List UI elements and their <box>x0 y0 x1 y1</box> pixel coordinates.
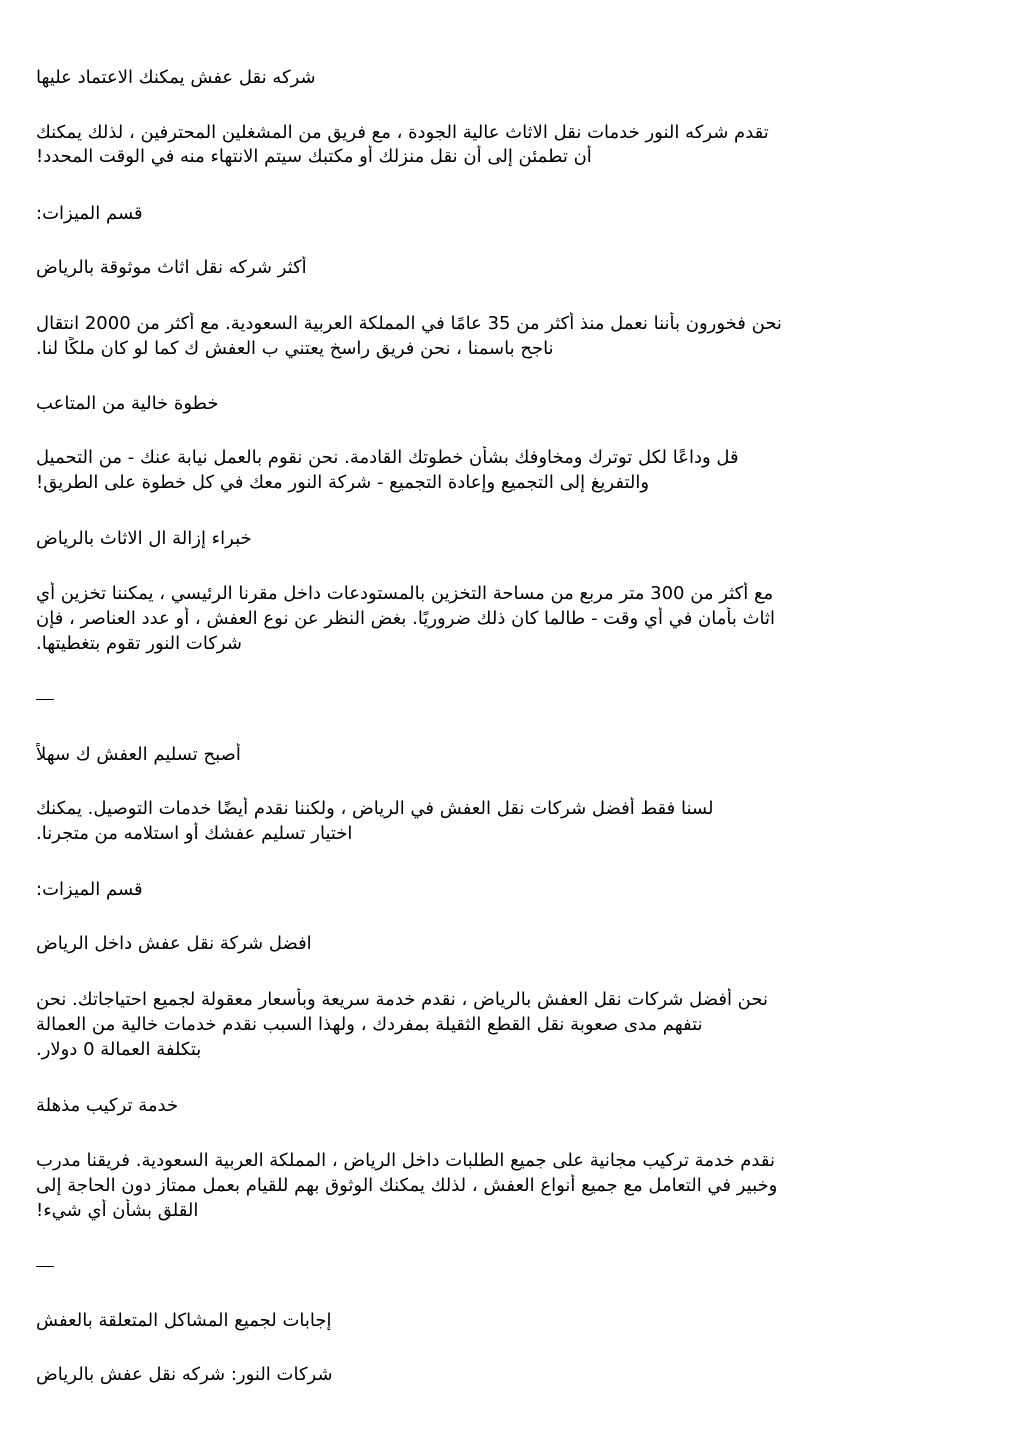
hassle-free-paragraph-line-1: قل وداعًا لكل توترك ومخاوفك بشأن خطوتك القادمة. نحن نقوم بالعمل نيابة عنك - من التحميل <box>36 447 739 468</box>
section-divider-2 <box>36 1266 54 1267</box>
closing-company-line: شركات النور: شركه نقل عفش بالرياض <box>36 1364 333 1385</box>
heading-reliable-company: شركه نقل عفش يمكنك الاعتماد عليها <box>36 67 316 88</box>
document-page <box>36 0 988 1449</box>
hassle-free-paragraph-line-2: والتفريغ إلى التجميع وإعادة التجميع - شركة النور معك في كل خطوة على الطريق! <box>36 472 650 493</box>
heading-easy-delivery: أصبح تسليم العفش ك سهلاً <box>36 744 241 765</box>
storage-paragraph-line-1: مع أكثر من 300 متر مربع من مساحة التخزين بالمستودعات داخل مقرنا الرئيسي ، يمكننا تخزين أي <box>36 583 774 604</box>
trusted-paragraph-line-1: نحن فخورون بأننا نعمل منذ أكثر من 35 عامًا في المملكة العربية السعودية. مع أكثر من 2000 انتقال <box>36 313 782 334</box>
delivery-paragraph-line-1: لسنا فقط أفضل شركات نقل العفش في الرياض ، ولكننا نقدم أيضًا خدمات التوصيل. يمكنك <box>36 798 714 819</box>
best-company-paragraph-line-2: نتفهم مدى صعوبة نقل القطع الثقيلة بمفردك ، ولهذا السبب نقدم خدمات خالية من العمالة <box>36 1014 703 1035</box>
heading-answers: إجابات لجميع المشاكل المتعلقة بالعفش <box>36 1310 332 1331</box>
installation-paragraph-line-3: القلق بشأن أي شيء! <box>36 1200 199 1221</box>
best-company-paragraph-line-3: بتكلفة العمالة 0 دولار. <box>36 1039 202 1060</box>
installation-paragraph-line-1: نقدم خدمة تركيب مجانية على جميع الطلبات داخل الرياض ، المملكة العربية السعودية. فريقنا مدرب <box>36 1150 775 1171</box>
installation-paragraph-line-2: وخبير في التعامل مع جميع أنواع العفش ، لذلك يمكنك الوثوق بهم للقيام بعمل ممتاز دون الحاجة إلى <box>36 1175 778 1196</box>
trusted-paragraph-line-2: ناجح باسمنا ، نحن فريق راسخ يعتني ب العفش ك كما لو كان ملكًا لنا. <box>36 338 554 359</box>
heading-hassle-free: خطوة خالية من المتاعب <box>36 393 219 414</box>
storage-paragraph-line-3: شركات النور تقوم بتغطيتها. <box>36 633 242 654</box>
intro-paragraph-line-2: أن تطمئن إلى أن نقل منزلك أو مكتبك سيتم الانتهاء منه في الوقت المحدد! <box>36 146 592 167</box>
storage-paragraph-line-2: اثاث بأمان في أي وقت - طالما كان ذلك ضروريًا. بغض النظر عن نوع العفش ، أو عدد العناصر ، فإن <box>36 608 776 629</box>
best-company-paragraph-line-1: نحن أفضل شركات نقل العفش بالرياض ، نقدم خدمة سريعة وبأسعار معقولة لجميع احتياجاتك. نحن <box>36 989 769 1010</box>
intro-paragraph-line-1: تقدم شركه النور خدمات نقل الاثاث عالية الجودة ، مع فريق من المشغلين المحترفين ، لذلك يمكنك <box>36 122 769 143</box>
heading-most-trusted: أكثر شركه نقل اثاث موثوقة بالرياض <box>36 257 307 278</box>
section-divider-1 <box>36 699 54 700</box>
heading-installation-service: خدمة تركيب مذهلة <box>36 1095 179 1116</box>
heading-removal-experts: خبراء إزالة ال الاثاث بالرياض <box>36 528 252 549</box>
heading-best-company: افضل شركة نقل عفش داخل الرياض <box>36 933 312 954</box>
delivery-paragraph-line-2: اختيار تسليم عفشك أو استلامه من متجرنا. <box>36 823 353 844</box>
features-section-label-2: قسم الميزات: <box>36 879 143 900</box>
features-section-label-1: قسم الميزات: <box>36 203 143 224</box>
